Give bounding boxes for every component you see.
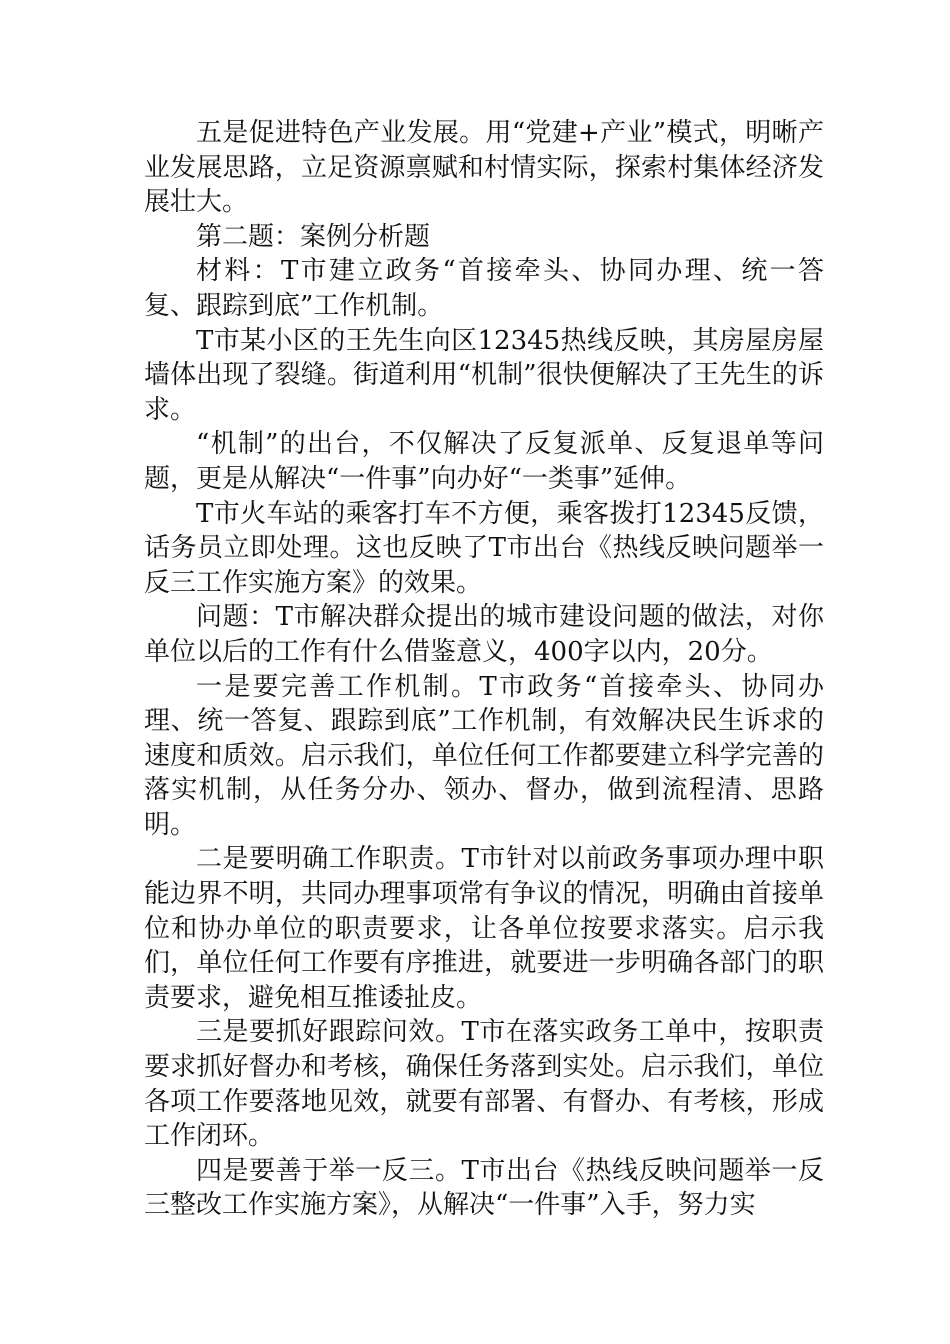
paragraph-material: 材料：T市建立政务“首接牵头、协同办理、统一答复、跟踪到底”工作机制。 xyxy=(144,256,824,321)
paragraph-answer-point-two: 二是要明确工作职责。T市针对以前政务事项办理中职能边界不明，共同办理事项常有争议的情况，明确由首接单位和协办单位的职责要求，让各单位按要求落实。启示我们，单位任何工作要有序推进，就要进一步明确各部门的职责要求，避免相互推诿扯皮。 xyxy=(144,844,824,1013)
paragraph-answer-point-three: 三是要抓好跟踪问效。T市在落实政务工单中，按职责要求抓好督办和考核，确保任务落到实处。启示我们，单位各项工作要落地见效，就要有部署、有督办、有考核，形成工作闭环。 xyxy=(144,1017,824,1152)
question-two-heading: 第二题：案例分析题 xyxy=(196,221,431,252)
paragraph-mechanism-effect: “机制”的出台，不仅解决了反复派单、反复退单等问题，更是从解决“一件事”向办好“一类事”延伸。 xyxy=(144,429,824,494)
paragraph-answer-point-four: 四是要善于举一反三。T市出台《热线反映问题举一反三整改工作实施方案》，从解决“一件事”入手，努力实 xyxy=(144,1155,824,1221)
document-body xyxy=(144,116,824,1223)
paragraph-industry-development: 五是促进特色产业发展。用“党建+产业”模式，明晰产业发展思路，立足资源禀赋和村情实际，探索村集体经济发展壮大。 xyxy=(144,118,824,218)
paragraph-question: 问题：T市解决群众提出的城市建设问题的做法，对你单位以后的工作有什么借鉴意义，400字以内，20分。 xyxy=(144,602,824,667)
paragraph-case-train-station: T市火车站的乘客打车不方便，乘客拨打12345反馈，话务员立即处理。这也反映了T市出台《热线反映问题举一反三工作实施方案》的效果。 xyxy=(144,498,824,598)
paragraph-answer-point-one: 一是要完善工作机制。T市政务“首接牵头、协同办理、统一答复、跟踪到底”工作机制，有效解决民生诉求的速度和质效。启示我们，单位任何工作都要建立科学完善的落实机制，从任务分办、领办、督办，做到流程清、思路明。 xyxy=(144,671,824,840)
paragraph-case-wang: T市某小区的王先生向区12345热线反映，其房屋房屋墙体出现了裂缝。街道利用“机制”很快便解决了王先生的诉求。 xyxy=(144,325,824,425)
